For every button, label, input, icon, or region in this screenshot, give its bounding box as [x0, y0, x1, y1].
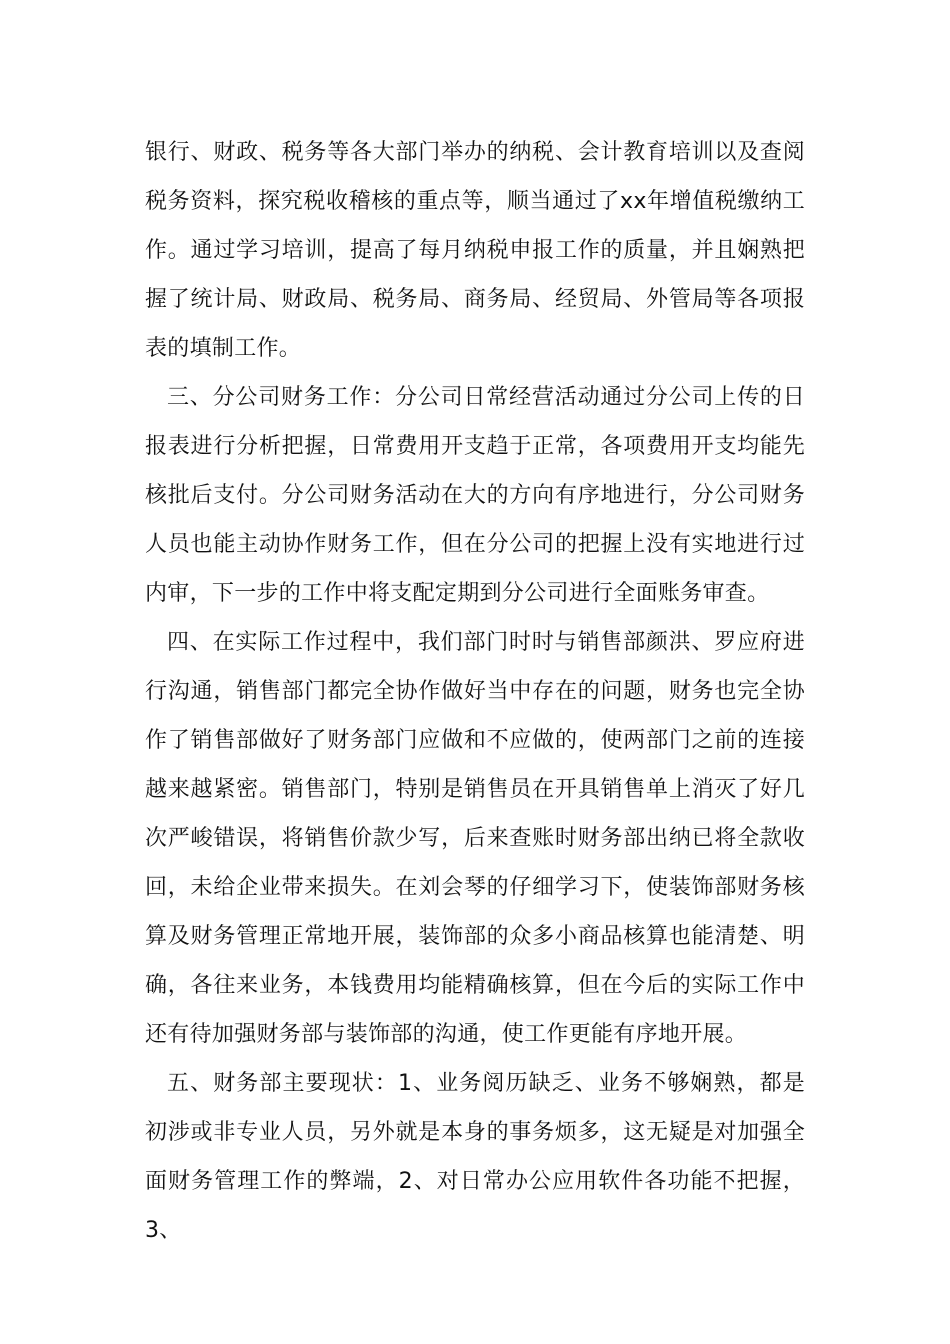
- paragraph-section-4: 四、在实际工作过程中，我们部门时时与销售部颜洪、罗应府进行沟通，销售部门都完全协作做好当中存在的问题，财务也完全协作了销售部做好了财务部门应做和不应做的，使两部门之前的连接越来越紧密。销售部门，特别是销售员在开具销售单上消灭了好几次严峻错误，将销售价款少写，后来查账时财务部出纳已将全款收回，未给企业带来损失。在刘会琴的仔细学习下，使装饰部财务核算及财务管理正常地开展，装饰部的众多小商品核算也能清楚、明确，各往来业务，本钱费用均能精确核算，但在今后的实际工作中还有待加强财务部与装饰部的沟通，使工作更能有序地开展。: [145, 630, 805, 1047]
- paragraph-section-5: 五、财务部主要现状：1、业务阅历缺乏、业务不够娴熟，都是初涉或非专业人员，另外就是本身的事务烦多，这无疑是对加强全面财务管理工作的弊端，2、对日常办公应用软件各功能不把握，3、: [145, 1071, 805, 1243]
- paragraph-continuation: 银行、财政、税务等各大部门举办的纳税、会计教育培训以及查阅税务资料，探究税收稽核的重点等，顺当通过了xx年增值税缴纳工作。通过学习培训，提高了每月纳税申报工作的质量，并且娴熟把握了统计局、财政局、税务局、商务局、经贸局、外管局等各项报表的填制工作。: [145, 140, 805, 361]
- document-body: [145, 128, 805, 1255]
- paragraph-section-3: 三、分公司财务工作：分公司日常经营活动通过分公司上传的日报表进行分析把握，日常费用开支趋于正常，各项费用开支均能先核批后支付。分公司财务活动在大的方向有序地进行，分公司财务人员也能主动协作财务工作，但在分公司的把握上没有实地进行过内审，下一步的工作中将支配定期到分公司进行全面账务审查。: [145, 385, 805, 606]
